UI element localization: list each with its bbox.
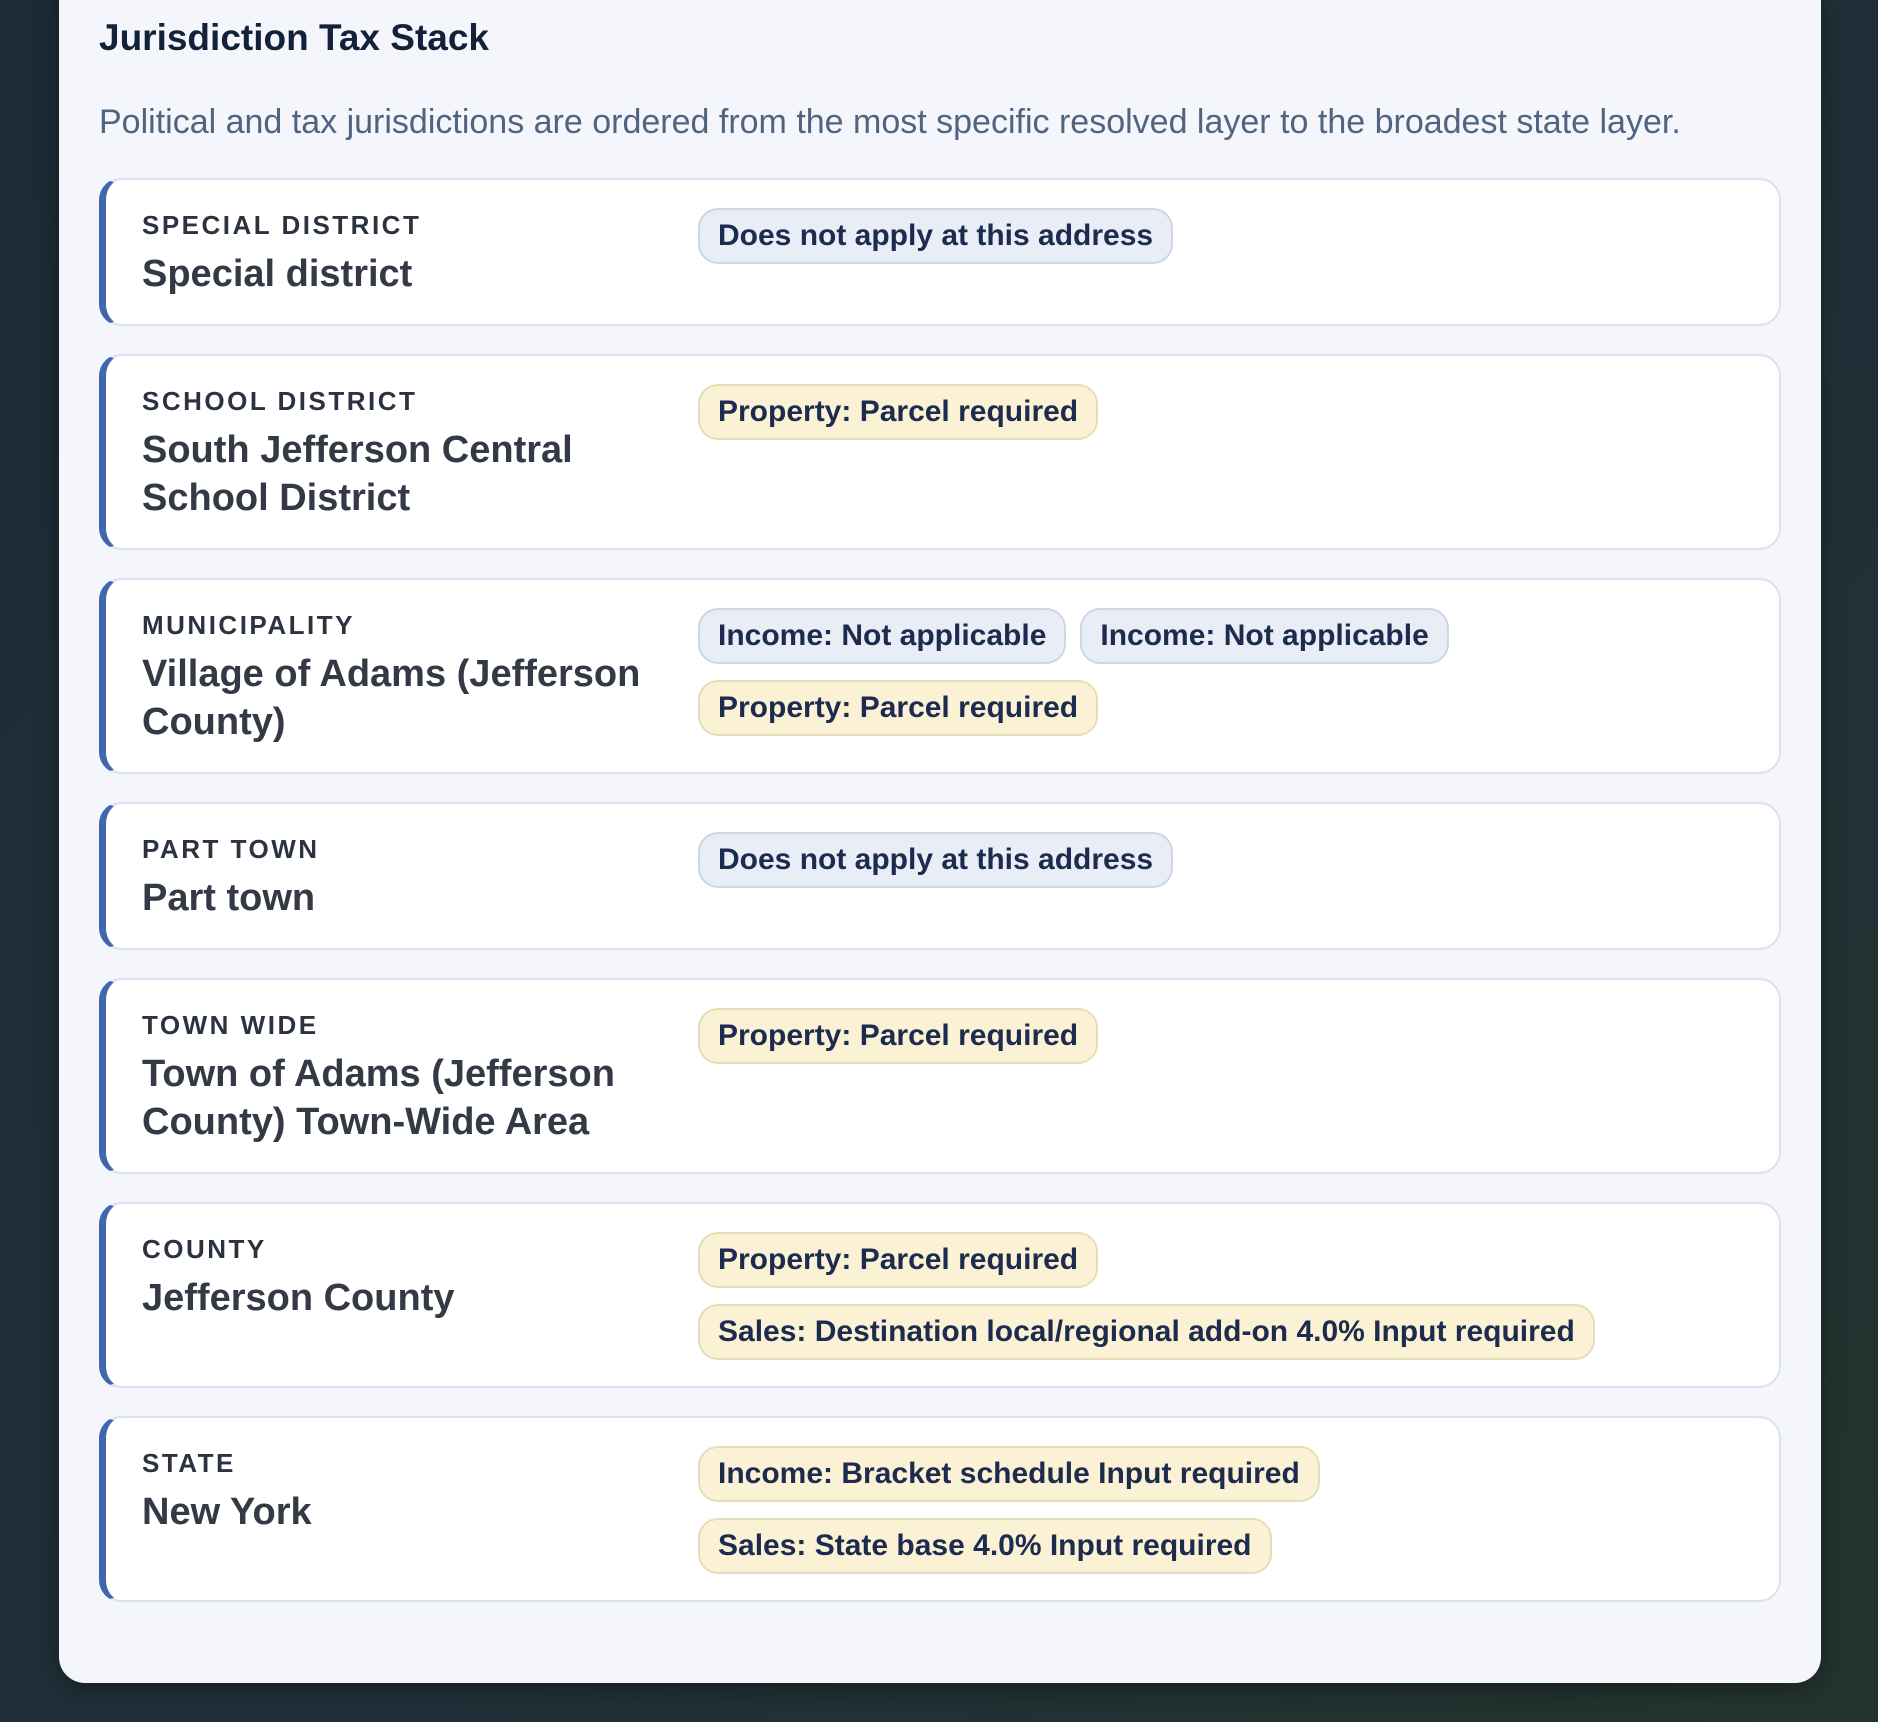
layer-name: Town of Adams (Jefferson County) Town-Wide Area xyxy=(142,1053,615,1143)
layer-type-label: STATE xyxy=(142,1448,236,1478)
layer-name: Village of Adams (Jefferson County) xyxy=(142,653,641,743)
layer-info xyxy=(142,1232,698,1322)
layer-info xyxy=(142,208,698,298)
layer-name: Jefferson County xyxy=(142,1277,455,1319)
jurisdiction-layer-card xyxy=(99,1202,1781,1388)
jurisdiction-layer-card xyxy=(99,1416,1781,1602)
layer-name: New York xyxy=(142,1491,312,1533)
tax-status-badge: Sales: State base 4.0% Input required xyxy=(698,1518,1272,1574)
layer-info xyxy=(142,832,698,922)
tax-status-badge: Sales: Destination local/regional add-on 4.0% Input required xyxy=(698,1304,1595,1360)
layer-info xyxy=(142,608,698,746)
layer-name: Part town xyxy=(142,877,316,919)
panel-description: Political and tax jurisdictions are ordered from the most specific resolved layer to the broadest state layer. xyxy=(99,103,1681,141)
tax-status-badge: Income: Not applicable xyxy=(1080,608,1448,664)
layer-type-label: COUNTY xyxy=(142,1234,267,1264)
layer-name: South Jefferson Central School District xyxy=(142,429,573,519)
tax-status-badge: Property: Parcel required xyxy=(698,1232,1098,1288)
tax-status-badge: Income: Bracket schedule Input required xyxy=(698,1446,1320,1502)
layer-info xyxy=(142,1446,698,1536)
tax-badge-group xyxy=(698,1446,1747,1574)
panel-title: Jurisdiction Tax Stack xyxy=(99,17,489,58)
tax-badge-group xyxy=(698,608,1747,736)
tax-badge-group xyxy=(698,384,1747,440)
jurisdiction-layer-card xyxy=(99,802,1781,950)
tax-status-badge: Does not apply at this address xyxy=(698,832,1173,888)
jurisdiction-layer-card xyxy=(99,354,1781,550)
layer-type-label: MUNICIPALITY xyxy=(142,610,355,640)
jurisdiction-layer-card xyxy=(99,578,1781,774)
tax-status-badge: Does not apply at this address xyxy=(698,208,1173,264)
tax-status-badge: Property: Parcel required xyxy=(698,680,1098,736)
layer-info xyxy=(142,384,698,522)
jurisdiction-layer-list xyxy=(99,178,1781,1602)
layer-name: Special district xyxy=(142,253,413,295)
jurisdiction-layer-card xyxy=(99,178,1781,326)
jurisdiction-tax-stack-panel xyxy=(59,0,1821,1683)
tax-status-badge: Income: Not applicable xyxy=(698,608,1066,664)
layer-type-label: TOWN WIDE xyxy=(142,1010,319,1040)
layer-type-label: SCHOOL DISTRICT xyxy=(142,386,418,416)
tax-badge-group xyxy=(698,208,1747,264)
tax-badge-group xyxy=(698,1008,1747,1064)
layer-type-label: PART TOWN xyxy=(142,834,320,864)
tax-status-badge: Property: Parcel required xyxy=(698,1008,1098,1064)
tax-badge-group xyxy=(698,1232,1747,1360)
layer-type-label: SPECIAL DISTRICT xyxy=(142,210,422,240)
tax-status-badge: Property: Parcel required xyxy=(698,384,1098,440)
layer-info xyxy=(142,1008,698,1146)
jurisdiction-layer-card xyxy=(99,978,1781,1174)
tax-badge-group xyxy=(698,832,1747,888)
